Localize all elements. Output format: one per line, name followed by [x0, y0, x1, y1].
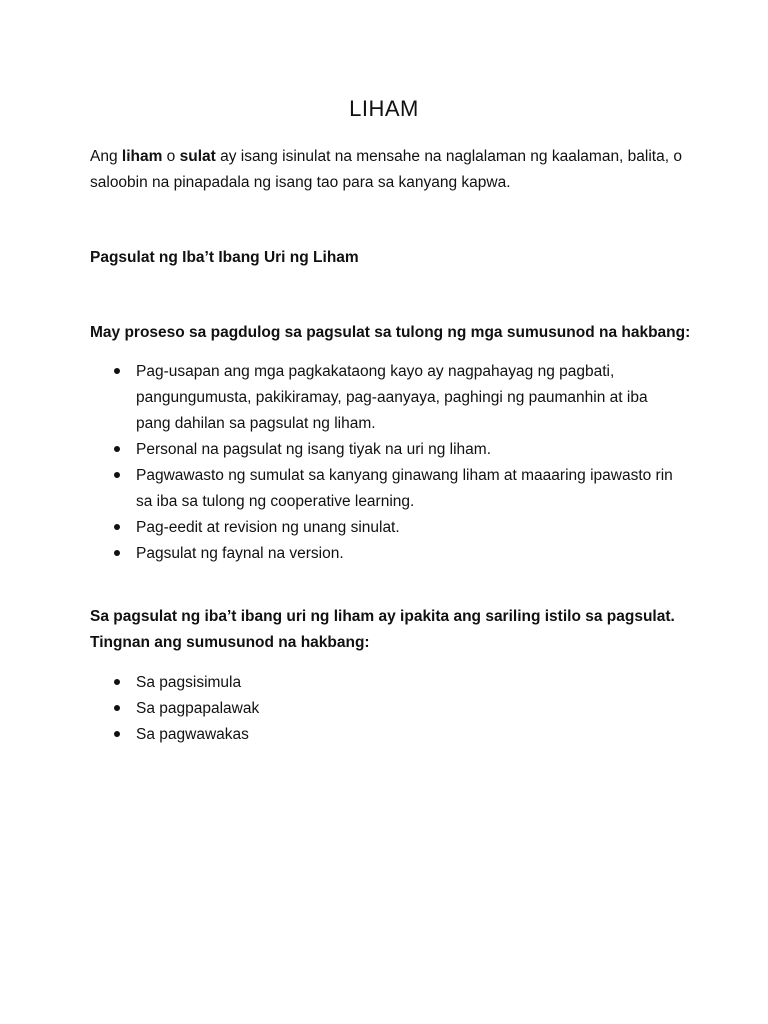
- list-item: [90, 359, 680, 437]
- list-item-text: Sa pagwawakas: [136, 726, 249, 743]
- bullet-icon: [114, 679, 120, 685]
- intro-paragraph: [90, 144, 690, 196]
- list-item-text: Pag-eedit at revision ng unang sinulat.: [136, 519, 400, 536]
- intro-text-2: o: [162, 148, 180, 165]
- section-heading-pagsulat: Pagsulat ng Iba’t Ibang Uri ng Liham: [90, 249, 359, 266]
- intro-text-1: Ang: [90, 148, 122, 165]
- list-item-text: Pag-usapan ang mga pagkakataong kayo ay nagpahayag ng pagbati, pangungumusta, pakikiramay, pag-aanyaya, paghingi ng paumanhin at iba pang dahilan sa pagsulat ng liham.: [136, 363, 648, 432]
- list-item-text: Pagwawasto ng sumulat sa kanyang ginawang liham at maaaring ipawasto rin sa iba sa tulong ng cooperative learning.: [136, 467, 673, 510]
- steps-list: [90, 359, 680, 567]
- list-item: [90, 515, 680, 541]
- bullet-icon: [114, 368, 120, 374]
- list-item-text: Pagsulat ng faynal na version.: [136, 545, 344, 562]
- section-heading-proseso: May proseso sa pagdulog sa pagsulat sa tulong ng mga sumusunod na hakbang:: [90, 324, 691, 341]
- document-title: LIHAM: [349, 96, 419, 121]
- list-item-text: Personal na pagsulat ng isang tiyak na uri ng liham.: [136, 441, 491, 458]
- intro-text-3: ay isang isinulat na mensahe na naglalaman ng kaalaman, balita, o saloobin na pinapadala ng isang tao para sa kanyang kapwa.: [90, 148, 682, 191]
- section-heading-istilo: Sa pagsulat ng iba’t ibang uri ng liham ay ipakita ang sariling istilo sa pagsulat. Tingnan ang sumusunod na hakbang:: [90, 608, 675, 651]
- term-liham: liham: [121, 148, 163, 165]
- bullet-icon: [114, 731, 120, 737]
- list-item: [90, 463, 680, 515]
- bullet-icon: [114, 472, 120, 478]
- bullet-icon: [114, 446, 120, 452]
- list-item-text: Sa pagpapalawak: [136, 700, 260, 717]
- list-item: [90, 696, 680, 722]
- list-item-text: Sa pagsisimula: [136, 674, 242, 691]
- list-item: [90, 722, 680, 748]
- bullet-icon: [114, 524, 120, 530]
- bullet-icon: [114, 705, 120, 711]
- list-item: [90, 541, 680, 567]
- term-sulat: sulat: [179, 148, 216, 165]
- bullet-icon: [114, 550, 120, 556]
- list-item: [90, 437, 680, 463]
- parts-list: [90, 670, 680, 748]
- list-item: [90, 670, 680, 696]
